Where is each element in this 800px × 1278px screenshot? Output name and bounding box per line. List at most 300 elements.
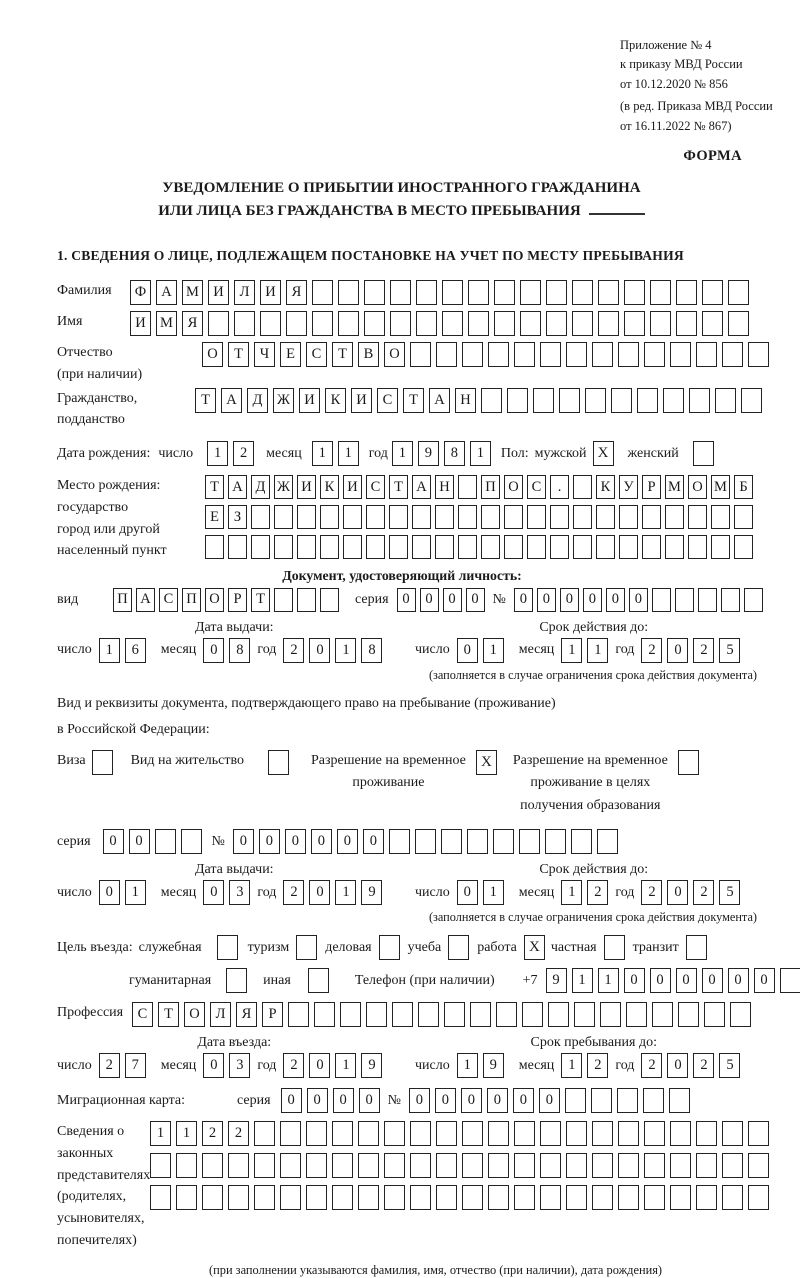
char-cell[interactable] [688, 535, 707, 559]
char-cell[interactable]: 1 [561, 880, 582, 905]
char-cell[interactable]: Т [403, 388, 424, 413]
char-cell[interactable] [228, 1185, 249, 1210]
char-cell[interactable]: 2 [693, 1053, 714, 1078]
char-cell[interactable]: К [320, 475, 339, 499]
char-cell[interactable] [600, 1002, 621, 1027]
char-cell[interactable] [494, 311, 515, 336]
char-cell[interactable] [416, 311, 437, 336]
char-cell[interactable] [176, 1153, 197, 1178]
char-cell[interactable] [384, 1185, 405, 1210]
char-cell[interactable] [202, 1153, 223, 1178]
char-cell[interactable] [573, 535, 592, 559]
char-cell[interactable] [540, 1153, 561, 1178]
char-cell[interactable]: С [377, 388, 398, 413]
char-cell[interactable]: 1 [572, 968, 593, 993]
char-cell[interactable] [722, 1185, 743, 1210]
char-cell[interactable] [665, 535, 684, 559]
char-cell[interactable]: 9 [546, 968, 567, 993]
char-cell[interactable]: П [182, 588, 201, 612]
char-cell[interactable] [540, 342, 561, 367]
char-cell[interactable]: М [182, 280, 203, 305]
char-cell[interactable]: Н [435, 475, 454, 499]
char-cell[interactable]: А [156, 280, 177, 305]
char-cell[interactable] [436, 342, 457, 367]
char-cell[interactable]: Т [195, 388, 216, 413]
char-cell[interactable]: 0 [667, 880, 688, 905]
char-cell[interactable]: 3 [229, 1053, 250, 1078]
char-cell[interactable] [748, 1121, 769, 1146]
char-cell[interactable] [748, 1153, 769, 1178]
char-cell[interactable] [410, 1153, 431, 1178]
char-cell[interactable] [412, 535, 431, 559]
char-cell[interactable] [734, 505, 753, 529]
char-cell[interactable]: 1 [457, 1053, 478, 1078]
char-cell[interactable]: 0 [307, 1088, 328, 1113]
char-cell[interactable]: 0 [359, 1088, 380, 1113]
char-cell[interactable] [670, 1121, 691, 1146]
char-cell[interactable] [358, 1185, 379, 1210]
char-cell[interactable] [392, 1002, 413, 1027]
char-cell[interactable] [254, 1153, 275, 1178]
purpose-transit-checkbox[interactable] [686, 935, 707, 960]
char-cell[interactable] [488, 1153, 509, 1178]
char-cell[interactable]: Т [205, 475, 224, 499]
char-cell[interactable]: И [260, 280, 281, 305]
char-cell[interactable]: 0 [309, 638, 330, 663]
char-cell[interactable] [340, 1002, 361, 1027]
char-cell[interactable] [618, 1185, 639, 1210]
char-cell[interactable]: П [481, 475, 500, 499]
char-cell[interactable] [519, 829, 540, 854]
char-cell[interactable]: А [228, 475, 247, 499]
char-cell[interactable]: 0 [728, 968, 749, 993]
char-cell[interactable] [592, 1121, 613, 1146]
char-cell[interactable] [744, 588, 763, 612]
char-cell[interactable] [481, 535, 500, 559]
char-cell[interactable] [410, 1185, 431, 1210]
char-cell[interactable] [520, 280, 541, 305]
sex-male-checkbox[interactable]: X [593, 441, 614, 466]
purpose-humanitarian-checkbox[interactable] [226, 968, 247, 993]
char-cell[interactable] [566, 1153, 587, 1178]
char-cell[interactable] [548, 1002, 569, 1027]
char-cell[interactable] [412, 505, 431, 529]
char-cell[interactable] [358, 1153, 379, 1178]
char-cell[interactable]: 0 [333, 1088, 354, 1113]
char-cell[interactable]: 0 [203, 638, 224, 663]
char-cell[interactable]: Я [286, 280, 307, 305]
char-cell[interactable] [748, 342, 769, 367]
char-cell[interactable] [533, 388, 554, 413]
char-cell[interactable] [358, 1121, 379, 1146]
char-cell[interactable]: 0 [435, 1088, 456, 1113]
char-cell[interactable] [389, 829, 410, 854]
char-cell[interactable] [572, 311, 593, 336]
char-cell[interactable]: О [202, 342, 223, 367]
char-cell[interactable]: Т [332, 342, 353, 367]
char-cell[interactable]: Т [389, 475, 408, 499]
char-cell[interactable]: У [619, 475, 638, 499]
char-cell[interactable]: К [325, 388, 346, 413]
char-cell[interactable] [458, 475, 477, 499]
char-cell[interactable]: О [205, 588, 224, 612]
char-cell[interactable]: 0 [457, 638, 478, 663]
char-cell[interactable] [418, 1002, 439, 1027]
char-cell[interactable]: К [596, 475, 615, 499]
char-cell[interactable] [234, 311, 255, 336]
char-cell[interactable] [574, 1002, 595, 1027]
char-cell[interactable] [545, 829, 566, 854]
char-cell[interactable]: О [184, 1002, 205, 1027]
char-cell[interactable] [675, 588, 694, 612]
char-cell[interactable] [274, 505, 293, 529]
char-cell[interactable]: 0 [539, 1088, 560, 1113]
char-cell[interactable] [619, 505, 638, 529]
char-cell[interactable]: Ф [130, 280, 151, 305]
char-cell[interactable] [435, 535, 454, 559]
char-cell[interactable] [592, 342, 613, 367]
char-cell[interactable]: 0 [466, 588, 485, 612]
char-cell[interactable] [527, 535, 546, 559]
char-cell[interactable]: С [132, 1002, 153, 1027]
char-cell[interactable]: Р [642, 475, 661, 499]
char-cell[interactable] [688, 505, 707, 529]
char-cell[interactable] [507, 388, 528, 413]
char-cell[interactable] [571, 829, 592, 854]
char-cell[interactable]: 0 [461, 1088, 482, 1113]
char-cell[interactable] [618, 342, 639, 367]
purpose-official-checkbox[interactable] [217, 935, 238, 960]
char-cell[interactable] [338, 280, 359, 305]
char-cell[interactable]: 2 [283, 638, 304, 663]
purpose-business-checkbox[interactable] [379, 935, 400, 960]
char-cell[interactable] [711, 505, 730, 529]
char-cell[interactable] [748, 1185, 769, 1210]
char-cell[interactable]: 0 [667, 638, 688, 663]
char-cell[interactable] [566, 1185, 587, 1210]
char-cell[interactable] [286, 311, 307, 336]
char-cell[interactable]: В [358, 342, 379, 367]
char-cell[interactable] [514, 1185, 535, 1210]
char-cell[interactable]: 1 [99, 638, 120, 663]
char-cell[interactable] [730, 1002, 751, 1027]
char-cell[interactable] [274, 588, 293, 612]
char-cell[interactable]: 0 [285, 829, 306, 854]
char-cell[interactable] [650, 280, 671, 305]
char-cell[interactable] [702, 280, 723, 305]
char-cell[interactable]: С [159, 588, 178, 612]
char-cell[interactable]: 0 [487, 1088, 508, 1113]
char-cell[interactable]: П [113, 588, 132, 612]
char-cell[interactable] [390, 280, 411, 305]
char-cell[interactable]: 0 [309, 880, 330, 905]
char-cell[interactable] [312, 311, 333, 336]
char-cell[interactable] [618, 1121, 639, 1146]
char-cell[interactable] [306, 1121, 327, 1146]
char-cell[interactable]: 3 [229, 880, 250, 905]
char-cell[interactable]: Ж [274, 475, 293, 499]
option-temp-residence-checkbox[interactable]: X [476, 750, 497, 775]
char-cell[interactable]: 0 [311, 829, 332, 854]
char-cell[interactable] [514, 1153, 535, 1178]
char-cell[interactable] [155, 829, 176, 854]
char-cell[interactable] [312, 280, 333, 305]
char-cell[interactable] [467, 829, 488, 854]
char-cell[interactable] [715, 388, 736, 413]
char-cell[interactable]: 0 [650, 968, 671, 993]
char-cell[interactable] [442, 280, 463, 305]
char-cell[interactable]: 9 [361, 1053, 382, 1078]
char-cell[interactable] [642, 535, 661, 559]
char-cell[interactable] [338, 311, 359, 336]
char-cell[interactable] [297, 505, 316, 529]
char-cell[interactable] [780, 968, 800, 993]
char-cell[interactable] [274, 535, 293, 559]
char-cell[interactable] [228, 535, 247, 559]
char-cell[interactable]: 0 [363, 829, 384, 854]
char-cell[interactable] [644, 1121, 665, 1146]
char-cell[interactable] [468, 311, 489, 336]
char-cell[interactable]: Н [455, 388, 476, 413]
char-cell[interactable] [637, 388, 658, 413]
char-cell[interactable] [462, 1153, 483, 1178]
char-cell[interactable]: О [688, 475, 707, 499]
char-cell[interactable] [669, 1088, 690, 1113]
char-cell[interactable]: 0 [259, 829, 280, 854]
char-cell[interactable] [643, 1088, 664, 1113]
char-cell[interactable] [696, 1121, 717, 1146]
char-cell[interactable] [202, 1185, 223, 1210]
char-cell[interactable] [598, 311, 619, 336]
char-cell[interactable] [314, 1002, 335, 1027]
char-cell[interactable] [644, 1185, 665, 1210]
char-cell[interactable] [181, 829, 202, 854]
char-cell[interactable] [205, 535, 224, 559]
char-cell[interactable]: 2 [693, 638, 714, 663]
char-cell[interactable]: 0 [583, 588, 602, 612]
char-cell[interactable]: Р [228, 588, 247, 612]
char-cell[interactable] [458, 505, 477, 529]
char-cell[interactable] [320, 535, 339, 559]
char-cell[interactable] [364, 311, 385, 336]
char-cell[interactable]: А [429, 388, 450, 413]
option-residence-permit-checkbox[interactable] [268, 750, 289, 775]
char-cell[interactable] [494, 280, 515, 305]
sex-female-checkbox[interactable] [693, 441, 714, 466]
char-cell[interactable]: О [384, 342, 405, 367]
char-cell[interactable] [665, 505, 684, 529]
char-cell[interactable] [366, 535, 385, 559]
char-cell[interactable]: С [306, 342, 327, 367]
char-cell[interactable]: 2 [641, 1053, 662, 1078]
char-cell[interactable] [722, 1153, 743, 1178]
char-cell[interactable] [343, 535, 362, 559]
char-cell[interactable]: 0 [233, 829, 254, 854]
char-cell[interactable] [650, 311, 671, 336]
char-cell[interactable] [520, 311, 541, 336]
char-cell[interactable]: 1 [176, 1121, 197, 1146]
char-cell[interactable] [366, 505, 385, 529]
char-cell[interactable] [591, 1088, 612, 1113]
char-cell[interactable]: 1 [483, 638, 504, 663]
char-cell[interactable]: 1 [598, 968, 619, 993]
char-cell[interactable]: 1 [150, 1121, 171, 1146]
char-cell[interactable]: М [156, 311, 177, 336]
char-cell[interactable]: 0 [514, 588, 533, 612]
char-cell[interactable]: 2 [202, 1121, 223, 1146]
char-cell[interactable] [488, 342, 509, 367]
char-cell[interactable] [678, 1002, 699, 1027]
char-cell[interactable]: 1 [335, 638, 356, 663]
char-cell[interactable] [540, 1121, 561, 1146]
char-cell[interactable]: 9 [418, 441, 439, 466]
char-cell[interactable] [435, 505, 454, 529]
char-cell[interactable]: 0 [397, 588, 416, 612]
char-cell[interactable]: 2 [228, 1121, 249, 1146]
char-cell[interactable]: 1 [561, 638, 582, 663]
char-cell[interactable]: 0 [457, 880, 478, 905]
char-cell[interactable] [696, 1185, 717, 1210]
purpose-private-checkbox[interactable] [604, 935, 625, 960]
char-cell[interactable] [617, 1088, 638, 1113]
char-cell[interactable] [390, 311, 411, 336]
char-cell[interactable]: Л [210, 1002, 231, 1027]
char-cell[interactable] [527, 505, 546, 529]
char-cell[interactable]: 1 [470, 441, 491, 466]
char-cell[interactable] [462, 1185, 483, 1210]
char-cell[interactable] [741, 388, 762, 413]
char-cell[interactable]: 8 [444, 441, 465, 466]
char-cell[interactable]: Е [205, 505, 224, 529]
char-cell[interactable]: 2 [99, 1053, 120, 1078]
char-cell[interactable]: И [351, 388, 372, 413]
char-cell[interactable] [462, 1121, 483, 1146]
char-cell[interactable]: 8 [361, 638, 382, 663]
char-cell[interactable] [722, 1121, 743, 1146]
char-cell[interactable]: 1 [587, 638, 608, 663]
option-temp-residence-edu-checkbox[interactable] [678, 750, 699, 775]
char-cell[interactable] [698, 588, 717, 612]
char-cell[interactable] [565, 1088, 586, 1113]
char-cell[interactable] [280, 1153, 301, 1178]
char-cell[interactable] [306, 1153, 327, 1178]
option-visa-checkbox[interactable] [92, 750, 113, 775]
purpose-study-checkbox[interactable] [448, 935, 469, 960]
char-cell[interactable]: О [504, 475, 523, 499]
char-cell[interactable]: 1 [338, 441, 359, 466]
char-cell[interactable]: 0 [443, 588, 462, 612]
char-cell[interactable] [488, 1185, 509, 1210]
char-cell[interactable]: 1 [125, 880, 146, 905]
char-cell[interactable] [566, 1121, 587, 1146]
char-cell[interactable] [689, 388, 710, 413]
char-cell[interactable]: Т [158, 1002, 179, 1027]
char-cell[interactable] [208, 311, 229, 336]
char-cell[interactable] [251, 505, 270, 529]
char-cell[interactable]: М [665, 475, 684, 499]
char-cell[interactable]: Т [251, 588, 270, 612]
char-cell[interactable] [441, 829, 462, 854]
char-cell[interactable] [702, 311, 723, 336]
char-cell[interactable] [611, 388, 632, 413]
char-cell[interactable]: З [228, 505, 247, 529]
char-cell[interactable]: Т [228, 342, 249, 367]
char-cell[interactable] [280, 1185, 301, 1210]
char-cell[interactable]: 0 [702, 968, 723, 993]
char-cell[interactable] [488, 1121, 509, 1146]
purpose-work-checkbox[interactable]: X [524, 935, 545, 960]
char-cell[interactable]: 0 [537, 588, 556, 612]
char-cell[interactable] [514, 342, 535, 367]
char-cell[interactable]: 0 [676, 968, 697, 993]
char-cell[interactable]: Р [262, 1002, 283, 1027]
char-cell[interactable] [546, 280, 567, 305]
char-cell[interactable]: 2 [233, 441, 254, 466]
char-cell[interactable] [728, 280, 749, 305]
char-cell[interactable]: Я [236, 1002, 257, 1027]
char-cell[interactable]: 0 [309, 1053, 330, 1078]
char-cell[interactable]: 0 [606, 588, 625, 612]
char-cell[interactable] [734, 535, 753, 559]
char-cell[interactable]: И [299, 388, 320, 413]
char-cell[interactable] [652, 1002, 673, 1027]
char-cell[interactable]: 0 [629, 588, 648, 612]
char-cell[interactable] [618, 1153, 639, 1178]
char-cell[interactable] [540, 1185, 561, 1210]
char-cell[interactable]: 1 [335, 880, 356, 905]
char-cell[interactable] [462, 342, 483, 367]
char-cell[interactable] [332, 1121, 353, 1146]
char-cell[interactable] [366, 1002, 387, 1027]
char-cell[interactable] [696, 342, 717, 367]
char-cell[interactable] [676, 280, 697, 305]
char-cell[interactable] [481, 505, 500, 529]
char-cell[interactable] [468, 280, 489, 305]
char-cell[interactable] [644, 1153, 665, 1178]
char-cell[interactable] [696, 1153, 717, 1178]
char-cell[interactable] [364, 280, 385, 305]
char-cell[interactable] [254, 1185, 275, 1210]
char-cell[interactable] [436, 1153, 457, 1178]
char-cell[interactable]: 2 [641, 880, 662, 905]
char-cell[interactable] [176, 1185, 197, 1210]
char-cell[interactable] [573, 475, 592, 499]
char-cell[interactable] [711, 535, 730, 559]
char-cell[interactable] [343, 505, 362, 529]
char-cell[interactable]: 0 [513, 1088, 534, 1113]
char-cell[interactable] [566, 342, 587, 367]
char-cell[interactable]: 9 [361, 880, 382, 905]
char-cell[interactable]: 0 [103, 829, 124, 854]
char-cell[interactable]: 6 [125, 638, 146, 663]
char-cell[interactable] [522, 1002, 543, 1027]
char-cell[interactable] [288, 1002, 309, 1027]
char-cell[interactable] [559, 388, 580, 413]
char-cell[interactable]: 0 [99, 880, 120, 905]
char-cell[interactable]: 2 [283, 880, 304, 905]
char-cell[interactable] [436, 1121, 457, 1146]
char-cell[interactable] [251, 535, 270, 559]
char-cell[interactable]: М [711, 475, 730, 499]
char-cell[interactable] [493, 829, 514, 854]
char-cell[interactable] [415, 829, 436, 854]
char-cell[interactable]: И [343, 475, 362, 499]
char-cell[interactable] [481, 388, 502, 413]
char-cell[interactable] [670, 1153, 691, 1178]
char-cell[interactable] [332, 1153, 353, 1178]
char-cell[interactable] [676, 311, 697, 336]
char-cell[interactable]: 0 [203, 880, 224, 905]
